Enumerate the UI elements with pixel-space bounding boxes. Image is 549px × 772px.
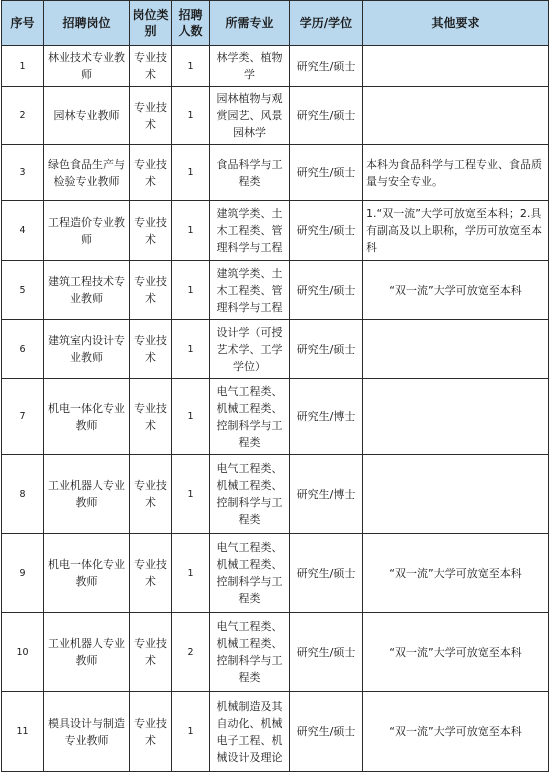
cell-degree: 研究生/硕士 [290,261,363,320]
cell-seq: 6 [2,320,44,379]
header-category: 岗位类别 [130,1,172,46]
cell-category: 专业技术 [130,261,172,320]
cell-other: “双一流”大学可放宽至本科 [363,261,549,320]
cell-count: 1 [172,379,210,455]
cell-other: “双一流”大学可放宽至本科 [363,613,549,692]
cell-major: 设计学（可授艺术学、工学学位） [210,320,290,379]
cell-position: 园林专业教师 [44,87,130,145]
cell-position: 工程造价专业教师 [44,201,130,261]
table-row [2,320,549,379]
cell-seq: 5 [2,261,44,320]
cell-category: 专业技术 [130,320,172,379]
cell-seq: 1 [2,46,44,87]
cell-other: 1.“双一流”大学可放宽至本科；2.具有副高及以上职称，学历可放宽至本科 [363,201,549,261]
cell-degree: 研究生/博士 [290,379,363,455]
cell-count: 1 [172,692,210,772]
cell-major: 电气工程类、机械工程类、控制科学与工程类 [210,455,290,534]
cell-category: 专业技术 [130,145,172,201]
cell-degree: 研究生/博士 [290,455,363,534]
cell-major: 食品科学与工程类 [210,145,290,201]
table-row [2,692,549,772]
header-position: 招聘岗位 [44,1,130,46]
cell-category: 专业技术 [130,87,172,145]
cell-major: 电气工程类、机械工程类、控制科学与工程类 [210,613,290,692]
cell-category: 专业技术 [130,534,172,613]
cell-count: 1 [172,261,210,320]
cell-major: 电气工程类、机械工程类、控制科学与工程类 [210,534,290,613]
cell-position: 林业技术专业教师 [44,46,130,87]
cell-degree: 研究生/硕士 [290,320,363,379]
cell-category: 专业技术 [130,455,172,534]
table-row [2,379,549,455]
table-row [2,613,549,692]
cell-position: 模具设计与制造专业教师 [44,692,130,772]
cell-degree: 研究生/硕士 [290,534,363,613]
cell-count: 1 [172,201,210,261]
header-other: 其他要求 [363,1,549,46]
cell-degree: 研究生/硕士 [290,87,363,145]
cell-position: 机电一体化专业教师 [44,534,130,613]
table-row [2,145,549,201]
cell-major: 建筑学类、土木工程类、管理科学与工程 [210,201,290,261]
cell-other [363,455,549,534]
table-row [2,201,549,261]
cell-count: 1 [172,534,210,613]
cell-seq: 11 [2,692,44,772]
table-row [2,46,549,87]
cell-major: 电气工程类、机械工程类、控制科学与工程类 [210,379,290,455]
cell-degree: 研究生/硕士 [290,692,363,772]
cell-count: 1 [172,46,210,87]
cell-major: 机械制造及其自动化、机械电子工程、机械设计及理论 [210,692,290,772]
cell-category: 专业技术 [130,692,172,772]
cell-other [363,87,549,145]
cell-category: 专业技术 [130,613,172,692]
cell-seq: 10 [2,613,44,692]
cell-other [363,379,549,455]
cell-position: 工业机器人专业教师 [44,613,130,692]
cell-position: 绿色食品生产与检验专业教师 [44,145,130,201]
table-row [2,534,549,613]
cell-category: 专业技术 [130,46,172,87]
table-row [2,261,549,320]
cell-seq: 7 [2,379,44,455]
header-row [2,1,549,46]
cell-other: “双一流”大学可放宽至本科 [363,692,549,772]
cell-other [363,46,549,87]
cell-seq: 4 [2,201,44,261]
table-row [2,87,549,145]
cell-seq: 2 [2,87,44,145]
header-seq: 序号 [2,1,44,46]
cell-category: 专业技术 [130,379,172,455]
cell-other: “双一流”大学可放宽至本科 [363,534,549,613]
cell-category: 专业技术 [130,201,172,261]
cell-degree: 研究生/硕士 [290,145,363,201]
cell-degree: 研究生/硕士 [290,613,363,692]
cell-position: 建筑室内设计专业教师 [44,320,130,379]
header-count: 招聘人数 [172,1,210,46]
cell-count: 1 [172,87,210,145]
cell-position: 建筑工程技术专业教师 [44,261,130,320]
cell-degree: 研究生/硕士 [290,201,363,261]
cell-seq: 3 [2,145,44,201]
cell-other: 本科为食品科学与工程专业、食品质量与安全专业。 [363,145,549,201]
cell-major: 建筑学类、土木工程类、管理科学与工程 [210,261,290,320]
table-row [2,455,549,534]
cell-seq: 8 [2,455,44,534]
cell-major: 园林植物与观赏园艺、风景园林学 [210,87,290,145]
cell-position: 机电一体化专业教师 [44,379,130,455]
cell-major: 林学类、植物学 [210,46,290,87]
header-degree: 学历/学位 [290,1,363,46]
cell-count: 2 [172,613,210,692]
cell-degree: 研究生/硕士 [290,46,363,87]
header-major: 所需专业 [210,1,290,46]
cell-count: 1 [172,145,210,201]
cell-seq: 9 [2,534,44,613]
cell-position: 工业机器人专业教师 [44,455,130,534]
cell-count: 1 [172,320,210,379]
cell-count: 1 [172,455,210,534]
cell-other [363,320,549,379]
recruitment-table [1,0,549,772]
